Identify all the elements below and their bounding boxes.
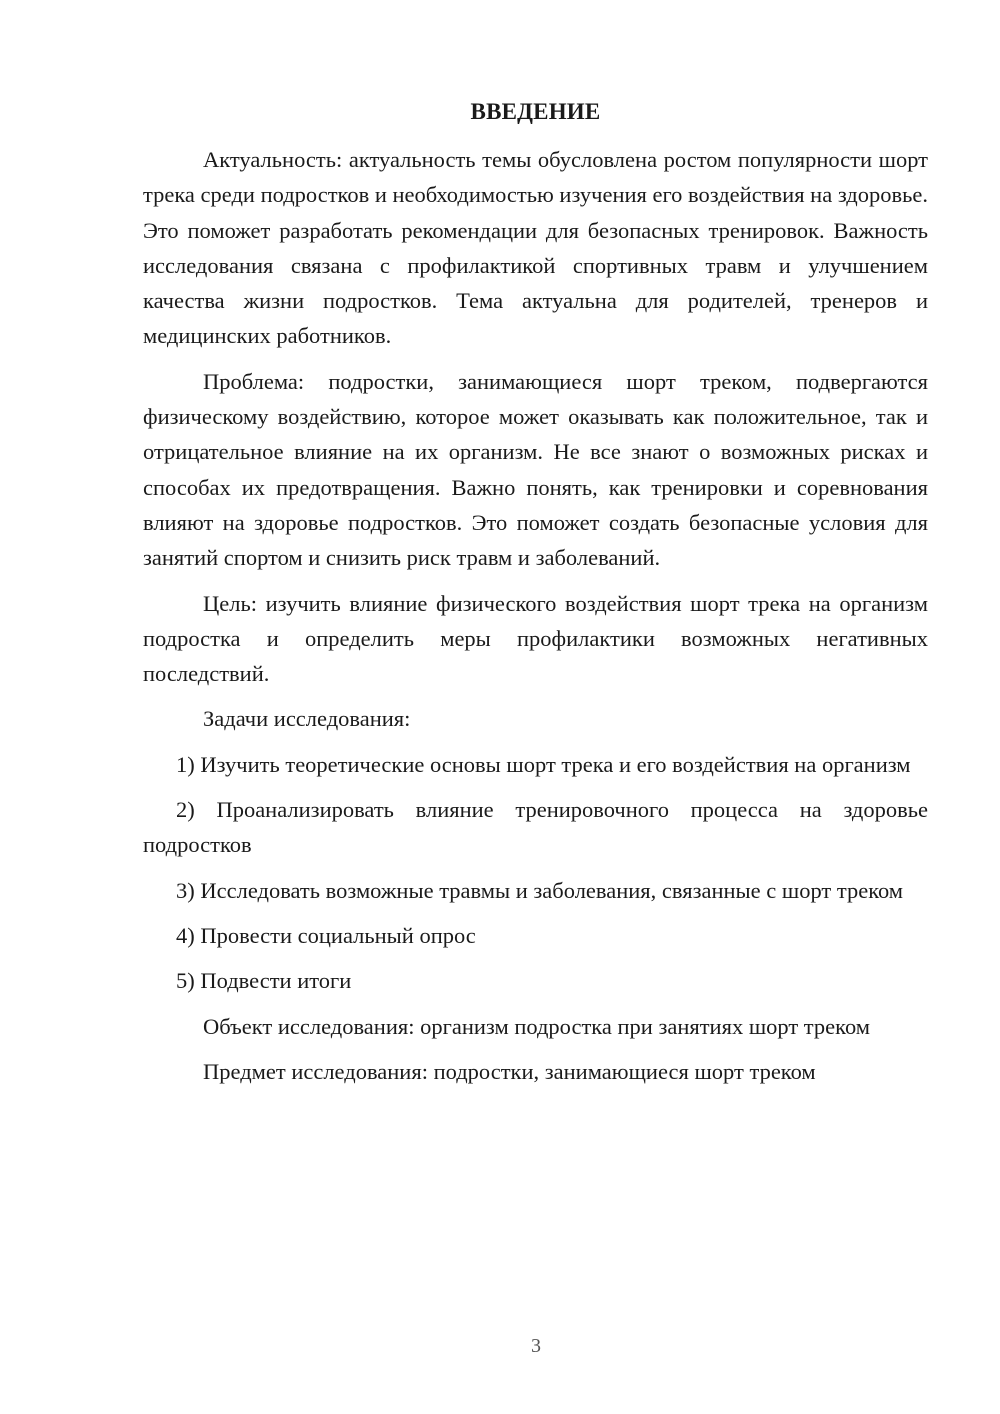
page-title: ВВЕДЕНИЕ (470, 99, 601, 124)
page-number: 3 (531, 1335, 541, 1357)
list-item-task-4: 4) Провести социальный опрос (176, 922, 476, 948)
list-item-task-5: 5) Подвести итоги (176, 968, 352, 994)
page-content (143, 94, 928, 1089)
paragraph-goal: Цель: изучить влияние физического воздействия шорт трека на организм подростка и определить меры профилактики возможных негативных последствий. (143, 590, 928, 687)
list-item-task-2: 2) Проанализировать влияние тренировочного процесса на здоровье подростков (143, 797, 928, 858)
paragraph-relevance: Актуальность: актуальность темы обусловлена ростом популярности шорт трека среди подростков и необходимостью изучения его воздействия на здоровье. Это поможет разработать рекомендации для безопасных тренировок. Важность исследования связана с профилактикой спортивных травм и улучшением качества жизни подростков. Тема актуальна для родителей, тренеров и медицинских работников. (143, 147, 928, 349)
paragraph-tasks-heading: Задачи исследования: (203, 706, 411, 732)
paragraph-problem: Проблема: подростки, занимающиеся шорт треком, подвергаются физическому воздействию, которое может оказывать как положительное, так и отрицательное влияние на их организм. Не все знают о возможных рисках и способах их предотвращения. Важно понять, как тренировки и соревнования влияют на здоровье подростков. Это поможет создать безопасные условия для занятий спортом и снизить риск травм и заболеваний. (143, 368, 928, 571)
paragraph-object: Объект исследования: организм подростка при занятиях шорт треком (203, 1013, 871, 1039)
list-item-task-1: 1) Изучить теоретические основы шорт трека и его воздействия на организм (176, 751, 911, 777)
list-item-task-3: 3) Исследовать возможные травмы и заболевания, связанные с шорт треком (176, 877, 904, 903)
paragraph-subject: Предмет исследования: подростки, занимающиеся шорт треком (203, 1058, 816, 1084)
